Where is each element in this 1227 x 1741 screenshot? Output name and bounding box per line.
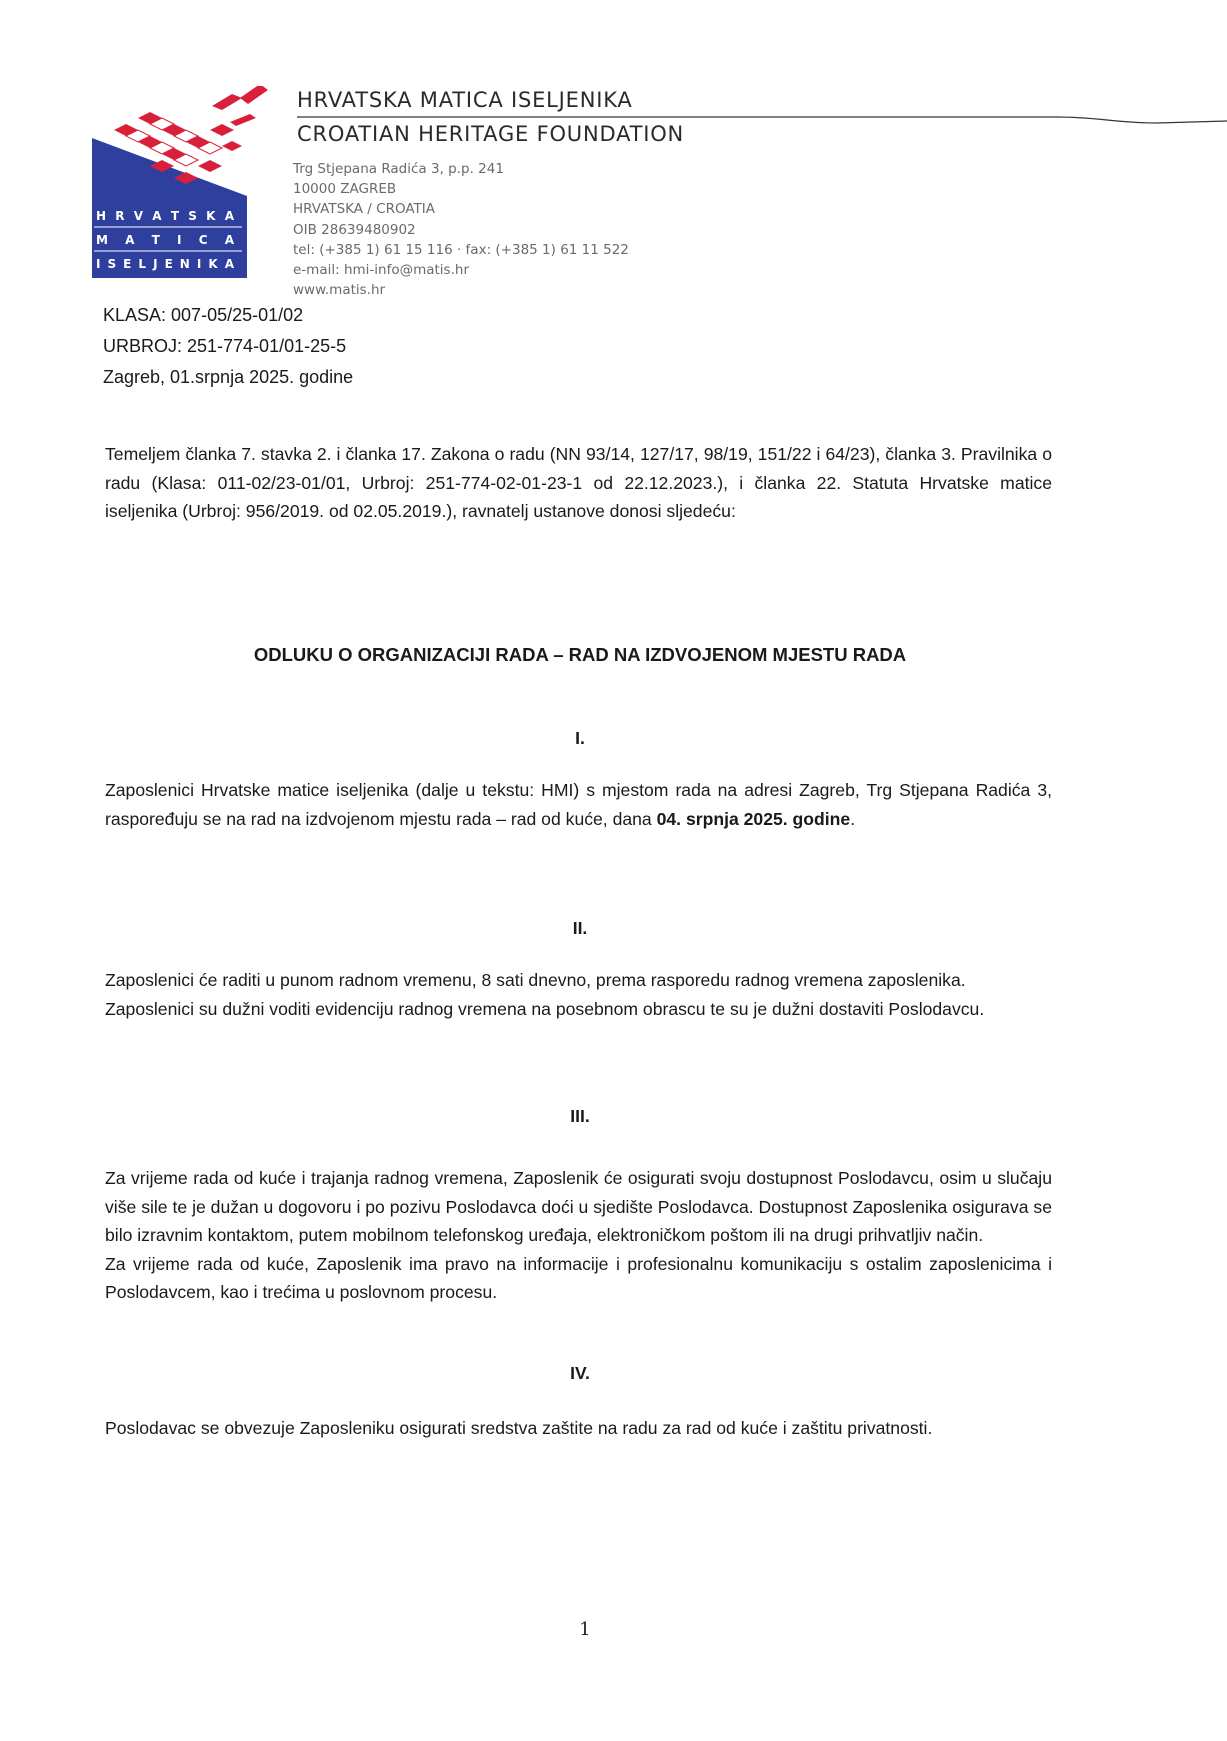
section-4-paragraph-1: Poslodavac se obvezuje Zaposleniku osigurati sredstva zaštite na radu za rad od kuće i zaštitu privatnosti. <box>105 1418 933 1438</box>
contact-address: Trg Stjepana Radića 3, p.p. 241 <box>293 161 504 177</box>
section-3-paragraph-1: Za vrijeme rada od kuće i trajanja radnog vremena, Zaposlenik će osigurati svoju dostupnost Poslodavcu, osim u slučaju više sile te je dužan u dogovoru i po pozivu Poslodavca doći u sjedište Poslodavca. Dostupnost Zaposlenika osigurava se bilo izravnim kontaktom, putem mobilnom telefonskog uređaja, elektroničkom poštom ili na drugi prihvatljiv način. <box>105 1168 1052 1245</box>
section-4-number: IV. <box>570 1363 590 1383</box>
intro-paragraph: Temeljem članka 7. stavka 2. i članka 17. Zakona o radu (NN 93/14, 127/17, 98/19, 151/22 i 64/23), članka 3. Pravilnika o radu (Klasa: 011-02/23-01/01, Urbroj: 251-774-02-01-23-1 od 22.12.2023.), i članka 22. Statuta Hrvatske matice iseljenika (Urbroj: 956/2019. od 02.05.2019.), ravnatelj ustanove donosi sljedeću: <box>105 444 1052 521</box>
contact-oib: OIB 28639480902 <box>293 221 416 238</box>
logo-row-2: M A T I C A <box>96 233 234 247</box>
logo-row-3: I S E L J E N I K A <box>96 257 234 271</box>
section-3-text <box>105 1164 1052 1307</box>
section-4-text <box>105 1414 1052 1443</box>
document-title: ODLUKU O ORGANIZACIJI RADA – RAD NA IZDVOJENOM MJESTU RADA <box>253 644 907 665</box>
section-1-text <box>105 776 1052 833</box>
contact-city: 10000 ZAGREB <box>293 181 397 198</box>
org-name-hr: HRVATSKA MATICA ISELJENIKA <box>297 88 633 112</box>
section-1-number: I. <box>575 728 585 748</box>
section-2-text <box>105 966 1052 1023</box>
logo-row-1: H R V A T S K A <box>96 209 234 223</box>
contact-country: HRVATSKA / CROATIA <box>293 201 435 218</box>
ref-klasa: KLASA: 007-05/25-01/02 <box>103 305 304 325</box>
section-2-paragraph-2: Zaposlenici su dužni voditi evidenciju radnog vremena na posebnom obrascu te su je dužni dostaviti Poslodavcu. <box>105 998 985 1019</box>
contact-phone-fax: tel: (+385 1) 61 15 116 · fax: (+385 1) 61 11 522 <box>293 241 629 258</box>
section-1-date: 04. srpnja 2025. godine <box>656 808 851 829</box>
header-rule <box>297 108 1227 138</box>
section-1-body: Zaposlenici Hrvatske matice iseljenika (dalje u tekstu: HMI) s mjestom rada na adresi Zagreb, Trg Stjepana Radića 3, raspoređuju se na rad na izdvojenom mjestu rada – rad od kuće, dana <box>105 780 1052 829</box>
contact-email: e-mail: hmi-info@matis.hr <box>293 261 469 278</box>
ref-date: Zagreb, 01.srpnja 2025. godine <box>103 367 354 387</box>
section-3-paragraph-2: Za vrijeme rada od kuće, Zaposlenik ima pravo na informacije i profesionalnu komunikaciju s ostalim zaposlenicima i Poslodavcem, kao i trećima u poslovnom procesu. <box>105 1253 1052 1302</box>
section-2-number: II. <box>572 918 588 938</box>
ref-urbroj: URBROJ: 251-774-01/01-25-5 <box>103 336 347 356</box>
organization-logo <box>92 86 292 286</box>
page-number: 1 <box>579 1619 591 1640</box>
contact-website: www.matis.hr <box>293 282 386 299</box>
section-1-tail: . <box>850 808 856 829</box>
section-3-number: III. <box>570 1106 590 1126</box>
org-name-en: CROATIAN HERITAGE FOUNDATION <box>297 122 685 146</box>
section-2-paragraph-1: Zaposlenici će raditi u punom radnom vremenu, 8 sati dnevno, prema rasporedu radnog vremena zaposlenika. <box>105 970 966 990</box>
contact-block <box>293 159 629 300</box>
